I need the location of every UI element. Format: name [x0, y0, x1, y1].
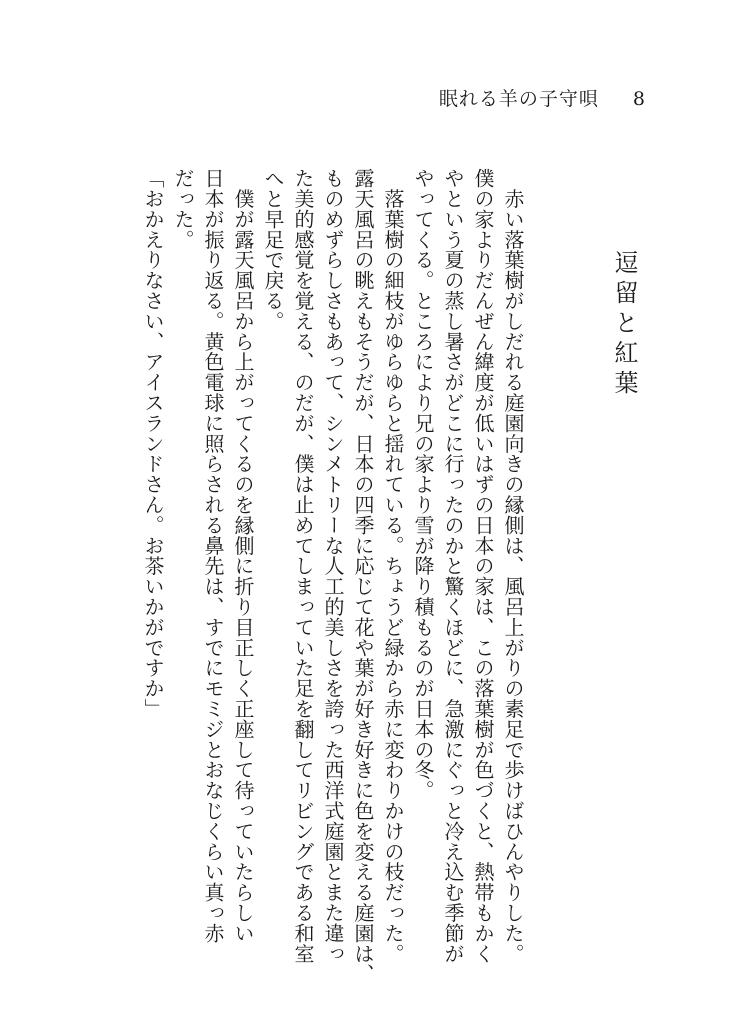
- text-line: 僕の家よりだんぜん緯度が低いはずの日本の家は、この落葉樹が色づくと、熱帯もかく: [471, 168, 495, 964]
- text-line: へと早足で戻る。: [261, 168, 285, 332]
- page-number: 8: [632, 88, 646, 110]
- text-line: 僕が露天風呂から上がってくるのを縁側に折り目正しく正座して待っていたらしい: [231, 168, 255, 944]
- text-line: 「おかえりなさい、アイスランドさん。お茶いかがですか」: [141, 168, 165, 719]
- text-line: やという夏の蒸し暑さがどこに行ったのかと驚くほどに、急激にぐっと冷え込む季節が: [441, 168, 465, 964]
- text-line: 露天風呂の眺えもそうだが、日本の四季に応じて花や葉が好き好きに色を変える庭園は、: [351, 168, 375, 984]
- text-line: ものめずらしさもあって、シンメトリーな人工的美しさを誇った西洋式庭園とまた違っ: [321, 168, 345, 964]
- text-line: だった。: [171, 168, 195, 250]
- book-title: 眠れる羊の子守唄: [438, 88, 599, 110]
- text-line: 日本が振り返る。黄色電球に照らされる鼻先は、すでにモミジとおなじくらい真っ赤: [201, 168, 225, 944]
- text-line: 赤い落葉樹がしだれる庭園向きの縁側は、風呂上がりの素足で歩けばひんやりした。: [501, 168, 525, 964]
- text-line: 落葉樹の細枝がゆらゆらと揺れている。ちょうど緑から赤に変わりかけの枝だった。: [381, 168, 405, 964]
- text-line: やってくる。ところにより兄の家より雪が降り積もるのが日本の冬。: [411, 168, 435, 801]
- text-line: た美的感覚を覚える、のだが、僕は止めてしまっていた足を翻してリビングである和室: [291, 168, 315, 964]
- running-header: [439, 84, 646, 111]
- body-text: [128, 168, 528, 984]
- chapter-title: 逗留と紅葉: [610, 250, 638, 400]
